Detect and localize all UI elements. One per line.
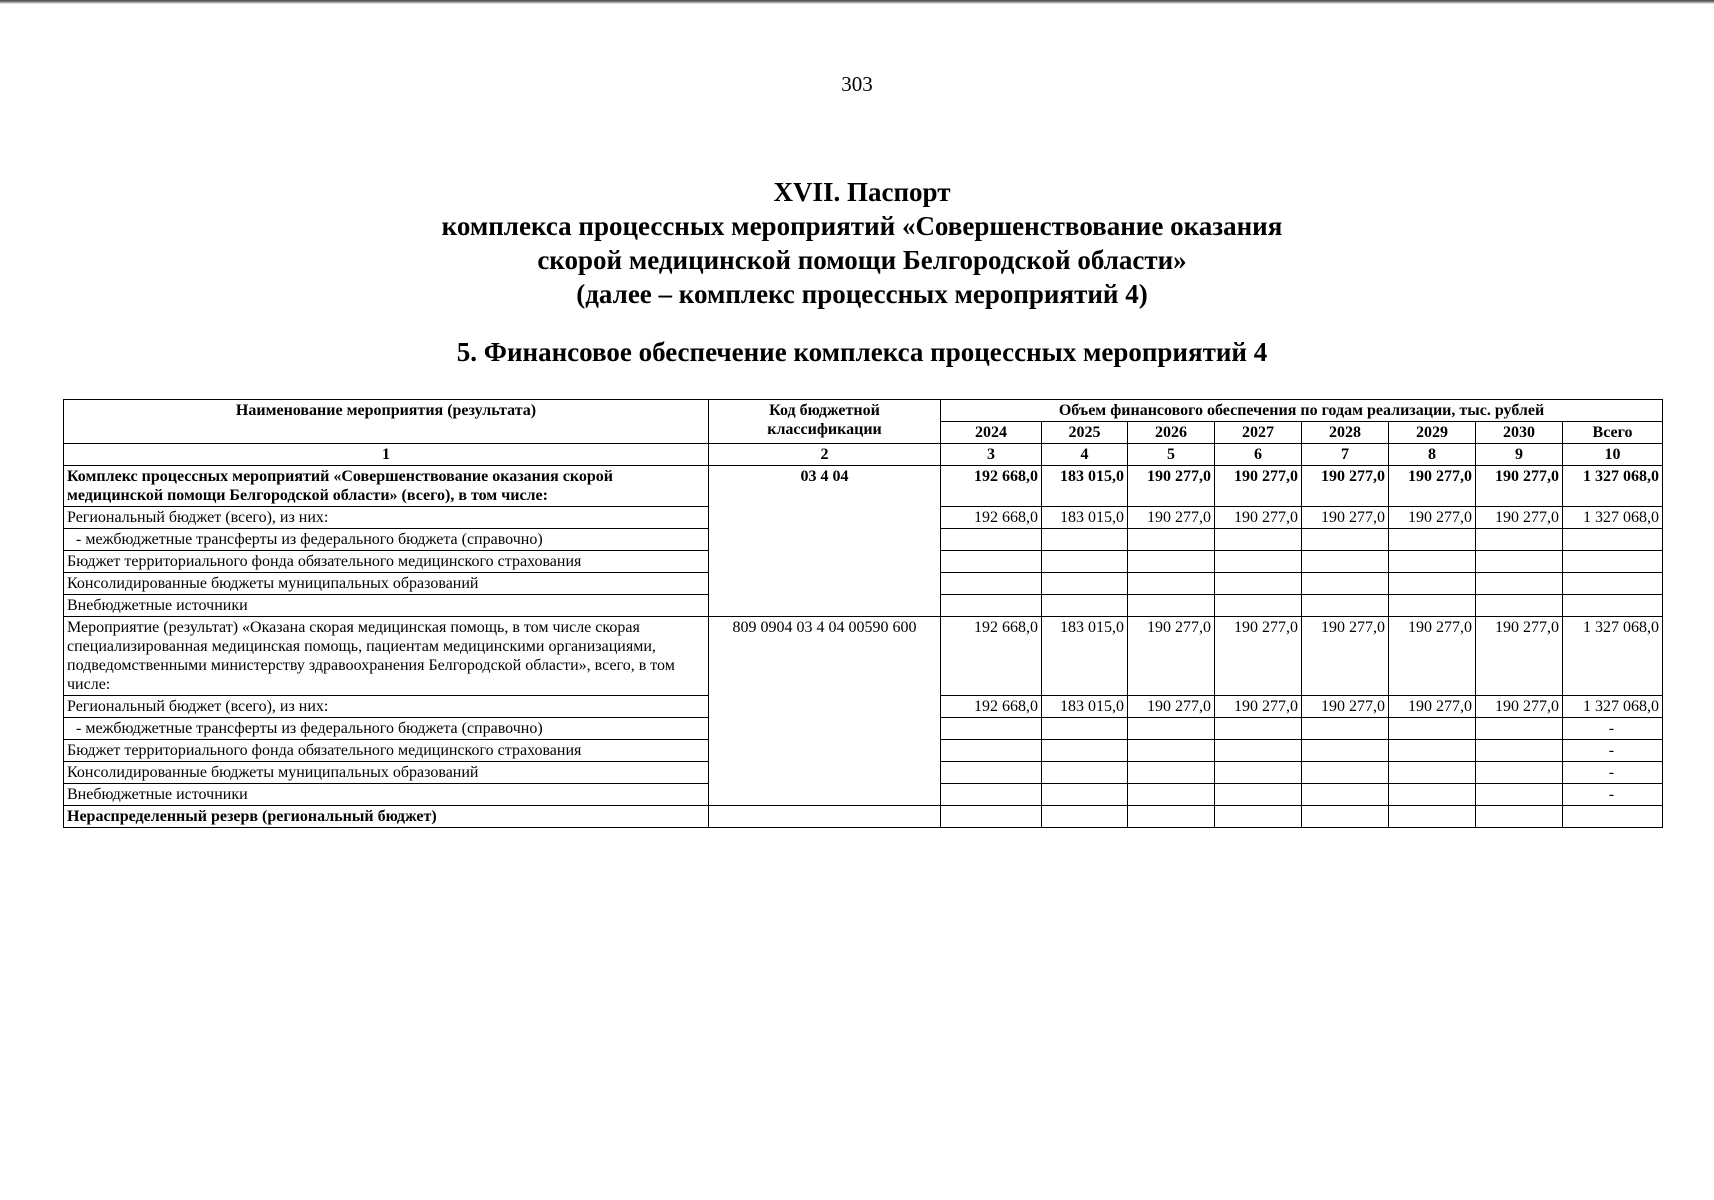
empty-cell: [1302, 806, 1389, 828]
empty-cell: [1563, 595, 1663, 617]
empty-cell: [1563, 551, 1663, 573]
row-label: Внебюджетные источники: [64, 784, 709, 806]
empty-cell: [1389, 551, 1476, 573]
title-line-4: (далее – комплекс процессных мероприятий 4): [576, 279, 1148, 309]
value-cell: 192 668,0: [941, 507, 1042, 529]
value-cell: 183 015,0: [1042, 617, 1128, 696]
empty-cell: [1302, 595, 1389, 617]
empty-cell: [1215, 718, 1302, 740]
financing-table: [63, 399, 1663, 828]
header-year: 2029: [1389, 422, 1476, 444]
reserve-row: [64, 806, 1663, 828]
measure-name: Мероприятие (результат) «Оказана скорая медицинская помощь, в том числе скорая специализированная медицинская помощь, пациентам медицинскими организациями, подведомственными министерству здравоохранения Белгородской области», всего, в том числе:: [64, 617, 709, 696]
empty-cell: [1476, 740, 1563, 762]
empty-cell: [1128, 595, 1215, 617]
empty-cell: [1042, 529, 1128, 551]
value-cell: 190 277,0: [1302, 617, 1389, 696]
empty-cell: [1128, 551, 1215, 573]
empty-cell: [1042, 573, 1128, 595]
document-title: [0, 175, 1714, 311]
value-cell: 190 277,0: [1128, 466, 1215, 507]
measure-code: 809 0904 03 4 04 00590 600: [709, 617, 941, 806]
header-year: 2027: [1215, 422, 1302, 444]
header-year: 2026: [1128, 422, 1215, 444]
title-line-2: комплекса процессных мероприятий «Совершенствование оказания: [441, 211, 1283, 241]
page-number: 303: [841, 72, 873, 96]
header-year: 2028: [1302, 422, 1389, 444]
row-label: Консолидированные бюджеты муниципальных образований: [64, 762, 709, 784]
empty-cell: [1476, 762, 1563, 784]
value-cell: 190 277,0: [1302, 696, 1389, 718]
row-label: - межбюджетные трансферты из федерального бюджета (справочно): [64, 718, 709, 740]
empty-cell: [941, 595, 1042, 617]
empty-cell: [1215, 740, 1302, 762]
empty-cell: [1302, 784, 1389, 806]
empty-cell: [1389, 762, 1476, 784]
value-cell: 192 668,0: [941, 617, 1042, 696]
value-cell: 190 277,0: [1476, 696, 1563, 718]
empty-cell: [1563, 806, 1663, 828]
column-number: 3: [941, 444, 1042, 466]
value-cell: 183 015,0: [1042, 466, 1128, 507]
empty-cell: [941, 806, 1042, 828]
row-label: Региональный бюджет (всего), из них:: [64, 696, 709, 718]
empty-cell: [1128, 740, 1215, 762]
empty-cell: [1389, 529, 1476, 551]
measure-row: [64, 617, 1663, 696]
empty-cell: [1215, 595, 1302, 617]
complex-name: Комплекс процессных мероприятий «Совершенствование оказания скорой медицинской помощи Белгородской области» (всего), в том числе:: [64, 466, 709, 507]
total-cell: -: [1563, 718, 1663, 740]
empty-cell: [1128, 718, 1215, 740]
value-cell: 190 277,0: [1476, 617, 1563, 696]
empty-cell: [1215, 573, 1302, 595]
empty-cell: [1476, 784, 1563, 806]
value-cell: 190 277,0: [1128, 507, 1215, 529]
header-year: 2024: [941, 422, 1042, 444]
value-cell: 183 015,0: [1042, 507, 1128, 529]
complex-row: [64, 466, 1663, 507]
empty-cell: [941, 762, 1042, 784]
empty-cell: [1042, 784, 1128, 806]
reserve-label: Нераспределенный резерв (региональный бюджет): [64, 806, 709, 828]
empty-cell: [1476, 718, 1563, 740]
empty-cell: [941, 740, 1042, 762]
empty-cell: [1042, 551, 1128, 573]
value-cell: 192 668,0: [941, 466, 1042, 507]
title-line-1: XVII. Паспорт: [773, 177, 951, 207]
empty-cell: [1128, 806, 1215, 828]
empty-cell: [1128, 529, 1215, 551]
column-number: 10: [1563, 444, 1663, 466]
total-cell: 1 327 068,0: [1563, 466, 1663, 507]
value-cell: 190 277,0: [1215, 466, 1302, 507]
empty-cell: [941, 551, 1042, 573]
header-code: Код бюджетной классификации: [709, 400, 941, 444]
empty-cell: [1563, 573, 1663, 595]
empty-cell: [1042, 595, 1128, 617]
column-number: 5: [1128, 444, 1215, 466]
empty-cell: [1042, 762, 1128, 784]
column-number: 7: [1302, 444, 1389, 466]
empty-cell: [1128, 762, 1215, 784]
empty-cell: [941, 718, 1042, 740]
section-title: 5. Финансовое обеспечение комплекса процессных мероприятий 4: [456, 337, 1268, 367]
empty-cell: [1389, 806, 1476, 828]
value-cell: 192 668,0: [941, 696, 1042, 718]
empty-cell: [1476, 551, 1563, 573]
row-label: Внебюджетные источники: [64, 595, 709, 617]
header-volume: Объем финансового обеспечения по годам реализации, тыс. рублей: [941, 400, 1663, 422]
empty-cell: [1215, 551, 1302, 573]
row-label: Региональный бюджет (всего), из них:: [64, 507, 709, 529]
row-label: - межбюджетные трансферты из федерального бюджета (справочно): [64, 529, 709, 551]
value-cell: 190 277,0: [1128, 696, 1215, 718]
empty-cell: [1563, 529, 1663, 551]
total-cell: 1 327 068,0: [1563, 617, 1663, 696]
empty-cell: [1215, 529, 1302, 551]
empty-cell: [1215, 762, 1302, 784]
total-cell: 1 327 068,0: [1563, 507, 1663, 529]
empty-cell: [941, 529, 1042, 551]
column-numbers-row: [64, 444, 1663, 466]
value-cell: 190 277,0: [1476, 507, 1563, 529]
row-label: Бюджет территориального фонда обязательного медицинского страхования: [64, 740, 709, 762]
header-year: 2030: [1476, 422, 1563, 444]
empty-cell: [1389, 718, 1476, 740]
empty-cell: [1302, 718, 1389, 740]
value-cell: 190 277,0: [1389, 696, 1476, 718]
empty-cell: [1476, 529, 1563, 551]
column-number: 4: [1042, 444, 1128, 466]
empty-cell: [1042, 806, 1128, 828]
empty-cell: [1389, 784, 1476, 806]
complex-code: 03 4 04: [709, 466, 941, 617]
empty-cell: [1042, 740, 1128, 762]
header-name: Наименование мероприятия (результата): [64, 400, 709, 444]
row-label: Консолидированные бюджеты муниципальных образований: [64, 573, 709, 595]
column-number: 1: [64, 444, 709, 466]
value-cell: 190 277,0: [1389, 466, 1476, 507]
value-cell: 190 277,0: [1215, 617, 1302, 696]
header-year: 2025: [1042, 422, 1128, 444]
value-cell: 190 277,0: [1302, 466, 1389, 507]
header-total: Всего: [1563, 422, 1663, 444]
empty-cell: [1302, 529, 1389, 551]
empty-cell: [1302, 573, 1389, 595]
value-cell: 183 015,0: [1042, 696, 1128, 718]
value-cell: 190 277,0: [1389, 617, 1476, 696]
value-cell: 190 277,0: [1389, 507, 1476, 529]
row-label: Бюджет территориального фонда обязательного медицинского страхования: [64, 551, 709, 573]
empty-cell: [1215, 806, 1302, 828]
empty-cell: [1476, 595, 1563, 617]
empty-cell: [1042, 718, 1128, 740]
column-number: 6: [1215, 444, 1302, 466]
empty-cell: [1476, 806, 1563, 828]
empty-cell: [1389, 573, 1476, 595]
total-cell: -: [1563, 740, 1663, 762]
empty-cell: [941, 784, 1042, 806]
empty-cell: [1389, 595, 1476, 617]
empty-cell: [709, 806, 941, 828]
scan-edge: [0, 0, 1714, 4]
total-cell: -: [1563, 784, 1663, 806]
empty-cell: [1302, 740, 1389, 762]
empty-cell: [1302, 762, 1389, 784]
column-number: 2: [709, 444, 941, 466]
empty-cell: [941, 573, 1042, 595]
column-number: 8: [1389, 444, 1476, 466]
value-cell: 190 277,0: [1302, 507, 1389, 529]
total-cell: -: [1563, 762, 1663, 784]
value-cell: 190 277,0: [1128, 617, 1215, 696]
value-cell: 190 277,0: [1476, 466, 1563, 507]
empty-cell: [1215, 784, 1302, 806]
title-line-3: скорой медицинской помощи Белгородской области»: [537, 245, 1187, 275]
header-row-1: [64, 400, 1663, 422]
empty-cell: [1128, 784, 1215, 806]
empty-cell: [1128, 573, 1215, 595]
empty-cell: [1389, 740, 1476, 762]
column-number: 9: [1476, 444, 1563, 466]
value-cell: 190 277,0: [1215, 696, 1302, 718]
empty-cell: [1302, 551, 1389, 573]
value-cell: 190 277,0: [1215, 507, 1302, 529]
total-cell: 1 327 068,0: [1563, 696, 1663, 718]
empty-cell: [1476, 573, 1563, 595]
